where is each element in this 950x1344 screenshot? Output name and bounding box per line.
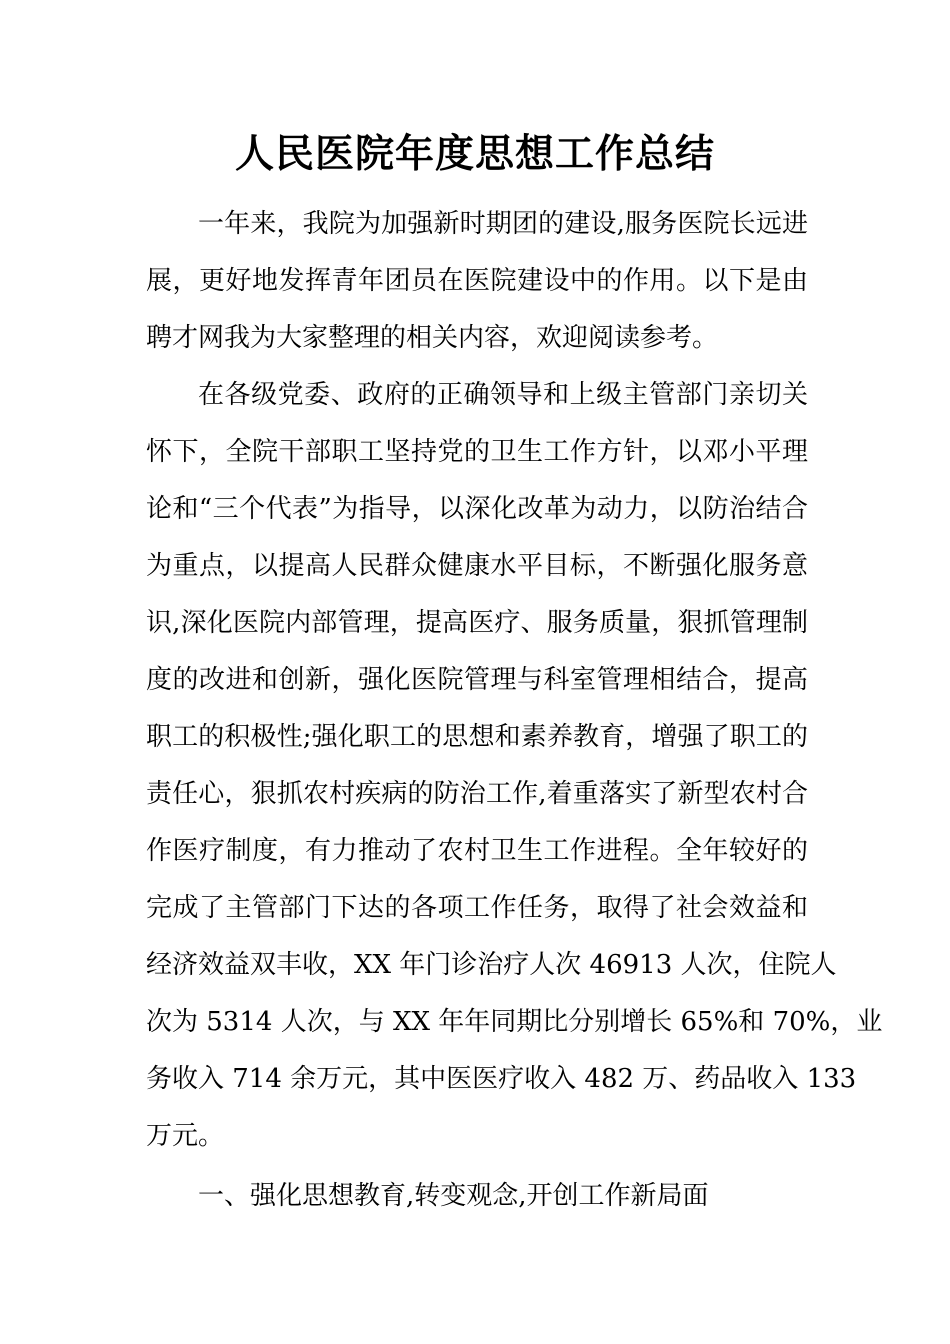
paragraph-summary <box>146 367 883 1165</box>
text-line: 经济效益双丰收，XX 年门诊治疗人次 46913 人次，住院人 <box>146 950 837 980</box>
text-line: 聘才网我为大家整理的相关内容，欢迎阅读参考。 <box>146 323 719 353</box>
document-title: 人民医院年度思想工作总结 <box>234 131 715 177</box>
text-line: 职工的积极性;强化职工的思想和素养教育，增强了职工的 <box>146 722 808 752</box>
text-line: 一年来，我院为加强新时期团的建设,服务医院长远进 <box>198 209 808 239</box>
text-line: 万元。 <box>146 1121 225 1151</box>
paragraph-intro <box>146 196 808 367</box>
section-heading-1 <box>146 1168 808 1225</box>
text-line: 识,深化医院内部管理，提高医疗、服务质量，狠抓管理制 <box>146 608 808 638</box>
text-line: 怀下，全院干部职工坚持党的卫生工作方针，以邓小平理 <box>146 437 808 467</box>
text-line: 度的改进和创新，强化医院管理与科室管理相结合，提高 <box>146 665 808 695</box>
text-line: 责任心，狠抓农村疾病的防治工作,着重落实了新型农村合 <box>146 779 808 809</box>
section-heading-text: 一、强化思想教育,转变观念,开创工作新局面 <box>198 1181 709 1211</box>
text-line: 次为 5314 人次，与 XX 年年同期比分别增长 65%和 70%，业 <box>146 1007 883 1037</box>
text-line: 务收入 714 余万元，其中医医疗收入 482 万、药品收入 133 <box>146 1064 857 1094</box>
text-line: 论和“三个代表”为指导，以深化改革为动力，以防治结合 <box>146 494 808 524</box>
text-line: 为重点，以提高人民群众健康水平目标，不断强化服务意 <box>146 551 808 581</box>
text-line: 在各级党委、政府的正确领导和上级主管部门亲切关 <box>198 380 808 410</box>
text-line: 作医疗制度，有力推动了农村卫生工作进程。全年较好的 <box>146 836 808 866</box>
text-line: 展，更好地发挥青年团员在医院建设中的作用。以下是由 <box>146 266 808 296</box>
text-line: 完成了主管部门下达的各项工作任务，取得了社会效益和 <box>146 893 808 923</box>
